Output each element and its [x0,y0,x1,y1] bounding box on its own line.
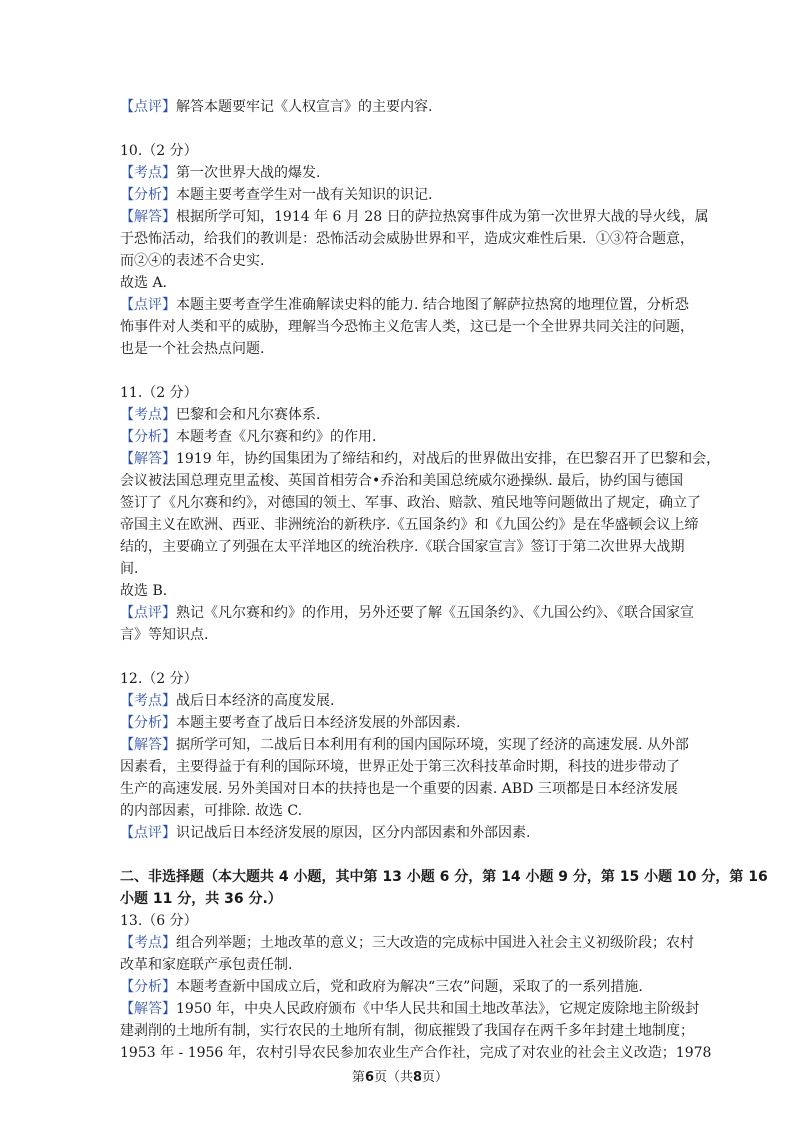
jieda-tag: 【解答】 [120,209,176,225]
q13-fenxi-text: 本题考查新中国成立后，党和政府为解决“三农”问题，采取了的一系列措施. [176,979,643,995]
top-dianping-line [120,96,700,118]
q11-jieda-text: 1919 年，协约国集团为了缔结和约，对战后的世界做出安排，在巴黎召开了巴黎和会， [176,451,721,467]
q11-dianping-line [120,602,700,624]
q10-fenxi-text: 本题主要考查学生对一战有关知识的识记. [176,187,433,203]
jieda-tag: 【解答】 [120,451,176,467]
section2-title: 小题 11 分，共 36 分.） [120,891,282,907]
q12-fenxi-text: 本题主要考查了战后日本经济发展的外部因素. [176,715,461,731]
dianping-tag: 【点评】 [120,825,176,841]
q10-dianping-text: 本题主要考查学生准确解读史料的能力. 结合地图了解萨拉热窝的地理位置，分析恐 [176,297,689,313]
q10-jieda-line: 而②④的表述不合史实. [120,253,265,269]
q12-kaodian-line [120,690,700,712]
q10-kaodian-text: 第一次世界大战的爆发. [176,165,321,181]
q13-jieda-line: 建剥削的土地所有制，实行农民的土地所有制，彻底摧毁了我国存在两千多年封建土地制度； [120,1023,694,1039]
section2-title: 二、非选择题（本大题共 4 小题，其中第 13 小题 6 分，第 14 小题 9 分，第 15 小题 10 分，第 16 [120,869,768,885]
q10-dianping-line: 也是一个社会热点问题. [120,341,265,357]
q12-jieda-line: 的内部因素，可排除. 故选 C. [120,803,303,819]
q11-jieda-line: 帝国主义在欧洲、西亚、非洲统治的新秩序.《五国条约》和《九国公约》是在华盛顿会议上缔 [120,517,699,533]
footer-page-number: 6 [364,1070,374,1085]
q11-kaodian-line [120,404,700,426]
dianping-tag: 【点评】 [120,99,176,115]
q13-jieda-text: 1950 年，中央人民政府颁布《中华人民共和国土地改革法》，它规定废除地主阶级封 [176,1001,700,1017]
jieda-tag: 【解答】 [120,1001,176,1017]
q12-jieda-text: 据所学可知，二战后日本利用有利的国内国际环境，实现了经济的高速发展. 从外部 [176,737,689,753]
q10-fenxi-line [120,184,700,206]
fenxi-tag: 【分析】 [120,187,176,203]
q10-jieda-line [120,206,709,228]
q10-jieda-line: 于恐怖活动，给我们的教训是：恐怖活动会威胁世界和平，造成灾难性后果．①③符合题意， [120,231,694,247]
q13-kaodian-text: 组合列举题；土地改革的意义；三大改造的完成标中国进入社会主义初级阶段；农村 [176,935,694,951]
q11-jieda-line: 会议被法国总理克里孟梭、英国首相劳合•乔治和美国总统威尔逊操纵. 最后，协约国与德国 [120,473,684,489]
q12-header: 12.（2 分） [120,671,198,687]
q11-answer: 故选 B. [120,583,168,599]
dianping-tag: 【点评】 [120,297,176,313]
jieda-tag: 【解答】 [120,737,176,753]
q11-dianping-line: 言》等知识点. [120,627,209,643]
q11-jieda-line: 签订了《凡尔赛和约》，对德国的领土、军事、政治、赔款、殖民地等问题做出了规定，确立了 [120,495,701,511]
q12-kaodian-text: 战后日本经济的高度发展. [176,693,335,709]
q13-fenxi-line [120,976,700,998]
q11-header: 11.（2 分） [120,385,198,401]
q13-jieda-line [120,998,700,1020]
q11-fenxi-text: 本题考查《凡尔赛和约》的作用. [176,429,377,445]
top-dianping-text: 解答本题要牢记《人权宣言》的主要内容. [176,99,433,115]
q12-jieda-line: 因素看，主要得益于有利的国际环境，世界正处于第三次科技革命时期，科技的进步带动了 [120,759,680,775]
q11-jieda-line: 间. [120,561,139,577]
q11-jieda-line: 结的，主要确立了列强在太平洋地区的统治秩序.《联合国家宣言》签订于第二次世界大战期 [120,539,685,555]
fenxi-tag: 【分析】 [120,715,176,731]
footer-mid: 页（共 [373,1070,413,1085]
footer-prefix: 第 [351,1070,365,1085]
kaodian-tag: 【考点】 [120,693,176,709]
q10-jieda-text: 根据所学可知，1914 年 6 月 28 日的萨拉热窝事件成为第一次世界大战的导火线，属 [176,209,709,225]
q11-dianping-text: 熟记《凡尔赛和约》的作用，另外还要了解《五国条约》、《九国公约》、《联合国家宣 [176,605,694,621]
footer-suffix: 页） [422,1070,449,1085]
q12-fenxi-line [120,712,700,734]
q12-jieda-line: 生产的高速发展. 另外美国对日本的扶持也是一个重要的因素. ABD 三项都是日本经济发展 [120,781,678,797]
page-footer [0,1068,800,1088]
q12-jieda-line [120,734,700,756]
q13-header: 13.（6 分） [120,913,198,929]
kaodian-tag: 【考点】 [120,407,176,423]
q13-kaodian-line [120,932,700,954]
q12-dianping-text: 识记战后日本经济发展的原因，区分内部因素和外部因素. [176,825,531,841]
fenxi-tag: 【分析】 [120,979,176,995]
kaodian-tag: 【考点】 [120,165,176,181]
q10-header: 10.（2 分） [120,143,198,159]
footer-total-pages: 8 [413,1070,423,1085]
q13-jieda-line: 1953 年 - 1956 年，农村引导农民参加农业生产合作社，完成了对农业的社会主义改造；1978 [120,1045,712,1061]
q10-dianping-line [120,294,700,316]
dianping-tag: 【点评】 [120,605,176,621]
fenxi-tag: 【分析】 [120,429,176,445]
q11-kaodian-text: 巴黎和会和凡尔赛体系. [176,407,321,423]
q13-kaodian-line: 改革和家庭联产承包责任制. [120,957,293,973]
q10-kaodian-line [120,162,700,184]
q11-jieda-line [120,448,721,470]
q12-dianping-line [120,822,700,844]
kaodian-tag: 【考点】 [120,935,176,951]
q10-answer: 故选 A. [120,275,168,291]
q10-dianping-line: 怖事件对人类和平的威胁，理解当今恐怖主义危害人类，这已是一个全世界共同关注的问题， [120,319,694,335]
q11-fenxi-line [120,426,700,448]
